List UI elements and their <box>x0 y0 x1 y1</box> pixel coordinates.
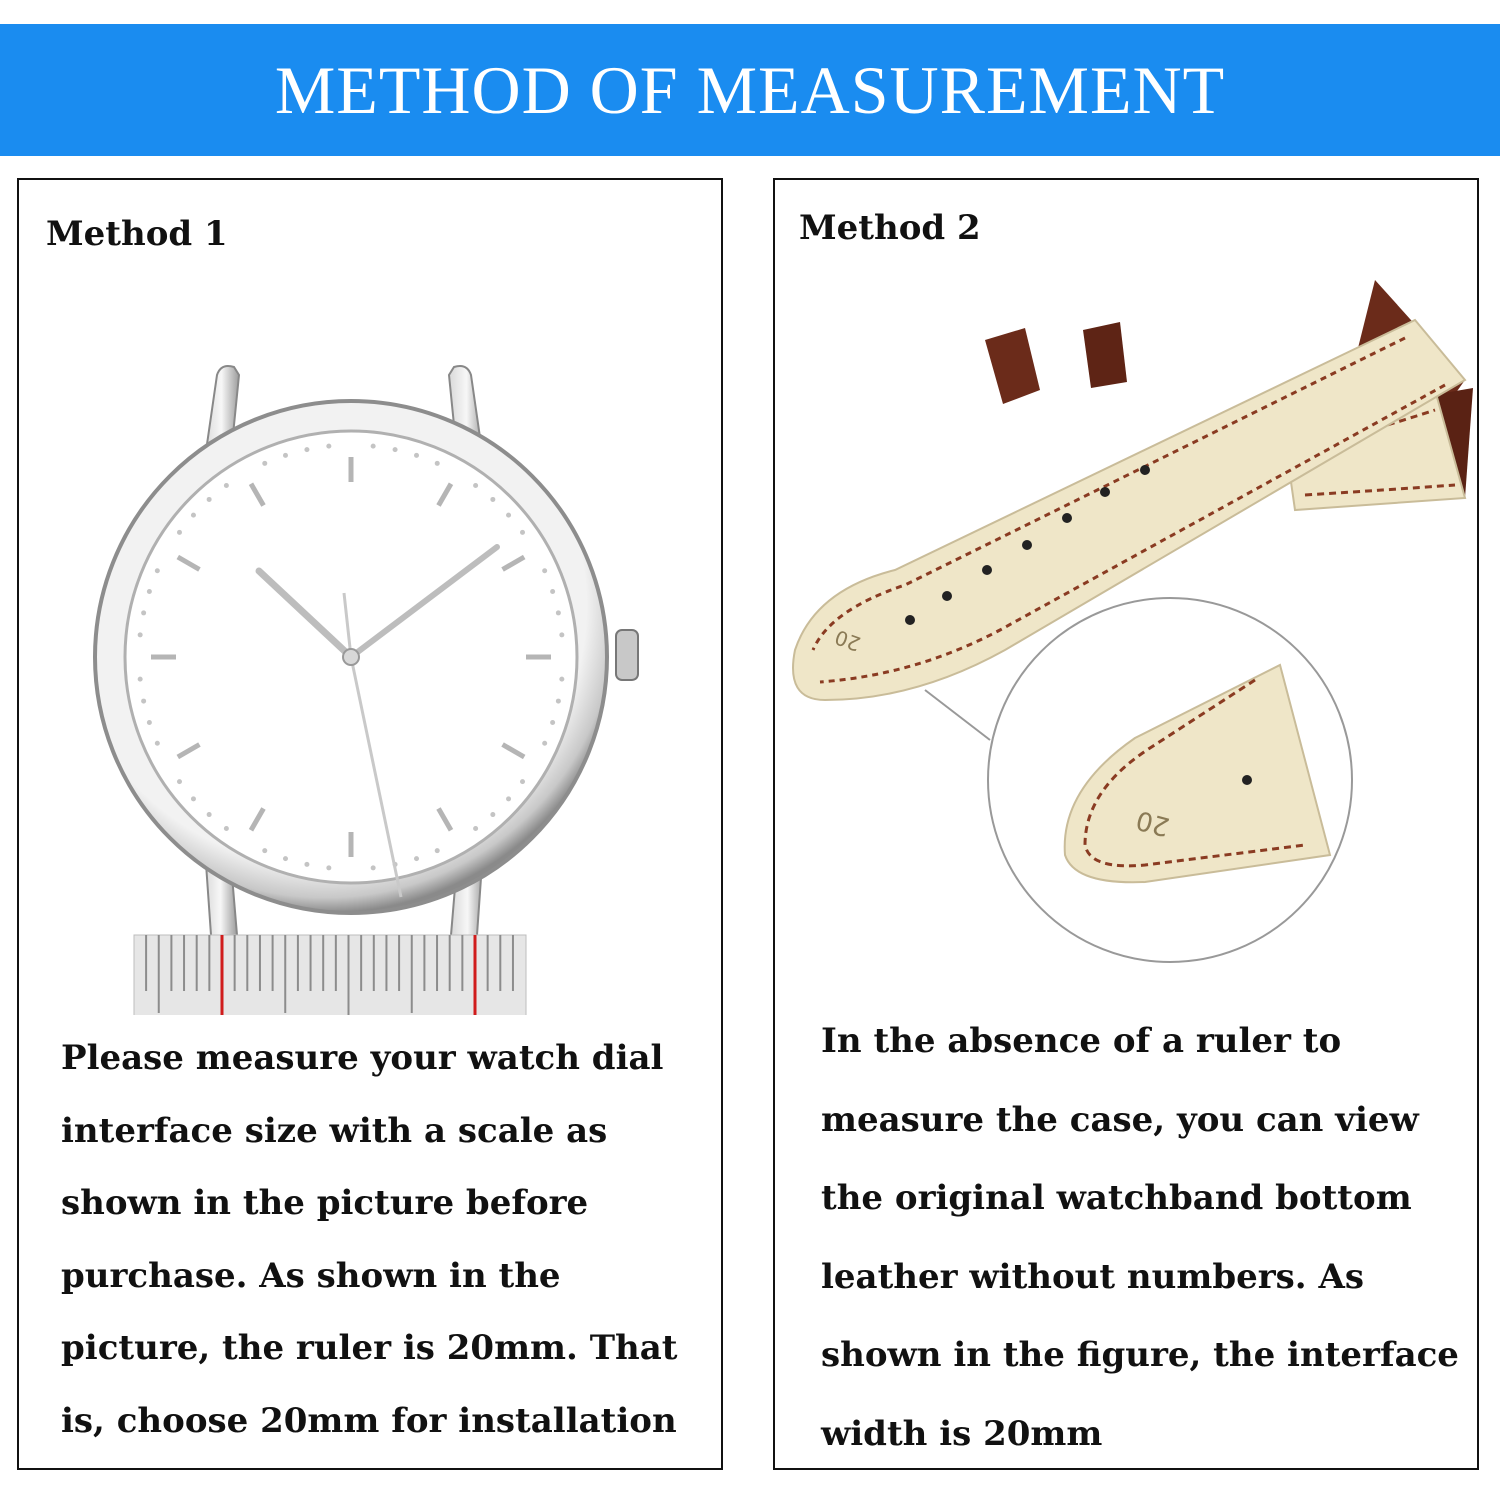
method-1-panel <box>17 178 723 1470</box>
minute-dot <box>283 856 288 861</box>
method-2-panel <box>773 178 1479 1470</box>
method-1-title: Method 1 <box>46 214 228 254</box>
header-banner <box>0 24 1500 156</box>
strap-hole <box>1062 513 1072 523</box>
minute-dot <box>559 677 564 682</box>
minute-dot <box>141 699 146 704</box>
minute-dot <box>520 779 525 784</box>
minute-dot <box>542 741 547 746</box>
minute-dot <box>191 513 196 518</box>
minute-dot <box>207 812 212 817</box>
minute-dot <box>506 796 511 801</box>
strap-hole <box>982 565 992 575</box>
method-2-description: In the absence of a ruler to measure the case, you can view the original watchband bottom leather without numbers. As shown in the figure, the interface width is 20mm <box>821 1021 1459 1454</box>
minute-dot <box>304 862 309 867</box>
zoom-strap-marking: 20 <box>1133 803 1173 842</box>
minute-dot <box>155 568 160 573</box>
minute-dot <box>138 677 143 682</box>
minute-dot <box>147 589 152 594</box>
zoom-hole <box>1242 775 1252 785</box>
strap-marking: 20 <box>831 624 864 657</box>
minute-dot <box>177 530 182 535</box>
minute-dot <box>490 812 495 817</box>
minute-dot <box>414 856 419 861</box>
minute-dot <box>520 530 525 535</box>
minute-dot <box>326 865 331 870</box>
minute-dot <box>283 453 288 458</box>
watch-crown <box>616 630 638 680</box>
minute-dot <box>262 461 267 466</box>
minute-dot <box>506 513 511 518</box>
strap-hole <box>1100 487 1110 497</box>
minute-dot <box>371 865 376 870</box>
minute-dot <box>550 720 555 725</box>
minute-dot <box>435 461 440 466</box>
minute-dot <box>177 779 182 784</box>
minute-dot <box>141 610 146 615</box>
strap-hole <box>1022 540 1032 550</box>
minute-dot <box>473 826 478 831</box>
minute-dot <box>559 632 564 637</box>
minute-dot <box>556 610 561 615</box>
minute-dot <box>490 497 495 502</box>
minute-dot <box>556 699 561 704</box>
minute-dot <box>138 632 143 637</box>
method-1-description: Please measure your watch dial interface size with a scale as shown in the picture before purchase. As shown in the picture, the ruler is 20mm. That is, choose 20mm for installation <box>61 1038 678 1441</box>
minute-dot <box>393 447 398 452</box>
hands-pivot <box>343 649 359 665</box>
ruler <box>134 935 526 1015</box>
strap-hole <box>942 591 952 601</box>
minute-dot <box>304 447 309 452</box>
minute-dot <box>435 848 440 853</box>
minute-dot <box>326 444 331 449</box>
banner-title: METHOD OF MEASUREMENT <box>274 52 1226 128</box>
minute-dot <box>371 444 376 449</box>
minute-dot <box>191 796 196 801</box>
strap-hole <box>1140 465 1150 475</box>
zoom-pointer <box>925 690 990 740</box>
watch-ruler-illustration <box>89 275 649 1015</box>
minute-dot <box>414 453 419 458</box>
minute-dot <box>473 483 478 488</box>
minute-dot <box>262 848 267 853</box>
minute-dot <box>207 497 212 502</box>
minute-dot <box>550 589 555 594</box>
strap-hole <box>905 615 915 625</box>
method-2-title: Method 2 <box>799 208 981 248</box>
minute-dot <box>542 568 547 573</box>
minute-dot <box>224 483 229 488</box>
minute-dot <box>155 741 160 746</box>
minute-dot <box>147 720 152 725</box>
strap-illustration <box>775 270 1477 1010</box>
minute-dot <box>224 826 229 831</box>
